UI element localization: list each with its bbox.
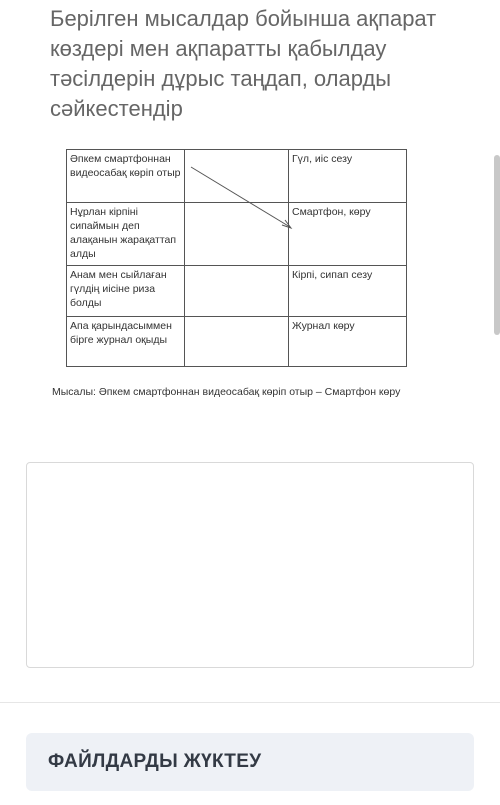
answer-input[interactable] bbox=[26, 462, 474, 668]
upload-files-button[interactable]: ФАЙЛДАРДЫ ЖҮКТЕУ bbox=[26, 733, 474, 791]
source-cell: Әпкем смартфоннан видеосабақ көріп отыр bbox=[67, 150, 185, 203]
blank-cell bbox=[185, 317, 289, 367]
example-text: Мысалы: Әпкем смартфоннан видеосабақ көріп отыр – Смартфон көру bbox=[52, 386, 401, 398]
task-image bbox=[44, 140, 420, 410]
scrollbar-thumb[interactable] bbox=[494, 155, 500, 335]
method-cell: Кірпі, сипап сезу bbox=[289, 266, 407, 317]
divider bbox=[0, 702, 500, 703]
table-row bbox=[67, 150, 407, 203]
blank-cell bbox=[185, 203, 289, 266]
matching-table bbox=[66, 149, 407, 367]
method-cell: Гүл, иіс сезу bbox=[289, 150, 407, 203]
table-row bbox=[67, 317, 407, 367]
blank-cell bbox=[185, 150, 289, 203]
method-cell: Журнал көру bbox=[289, 317, 407, 367]
source-cell: Нұрлан кірпіні сипаймын деп алақанын жарақаттап алды bbox=[67, 203, 185, 266]
table-row bbox=[67, 266, 407, 317]
table-row bbox=[67, 203, 407, 266]
question-title: Берілген мысалдар бойынша ақпарат көздері мен ақпаратты қабылдау тәсілдерін дұрыс таңдап, оларды сәйкестендір bbox=[50, 6, 437, 121]
source-cell: Апа қарындасыммен бірге журнал оқыды bbox=[67, 317, 185, 367]
method-cell: Смартфон, көру bbox=[289, 203, 407, 266]
source-cell: Анам мен сыйлаған гүлдің иісіне риза болды bbox=[67, 266, 185, 317]
blank-cell bbox=[185, 266, 289, 317]
